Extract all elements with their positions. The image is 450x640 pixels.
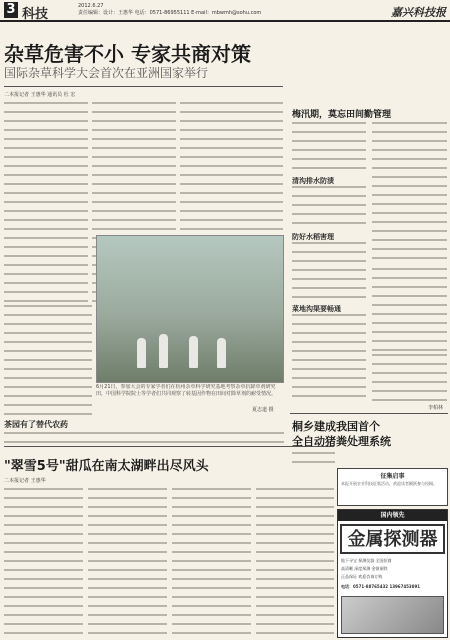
sidebar1-body-col1b	[292, 186, 366, 228]
second-body-col4	[256, 488, 334, 636]
notice-body: 本报开展农业科技征集活动，欢迎读者踊跃参与投稿。	[341, 481, 437, 486]
notice-title: 征集启事	[380, 473, 405, 480]
date-line: 2012.6.27	[78, 3, 104, 9]
masthead-logo: 嘉兴科技报	[391, 6, 446, 19]
ad-phone: 电话：0571-88765432 13967453891	[341, 584, 421, 589]
lead-title: 杂草危害不小 专家共商对策	[4, 42, 251, 66]
lead-body-col1	[4, 102, 88, 302]
sidebar-sub-2: 防好水稻害理	[292, 233, 334, 241]
ad-line-3: 正品保证 欢迎咨询订购	[341, 574, 383, 579]
second-body-col2	[88, 488, 167, 636]
second-story-byline: 二本报记者 王惠华	[4, 478, 46, 484]
editor-line: 责任编辑：设计：王惠华 电话：0571-86955111 E-mail：mbwmh@sohu.com	[78, 10, 262, 16]
page-header	[0, 0, 450, 22]
ad-brand: 金属探测器	[340, 524, 445, 554]
sidebar-sub-1: 清沟排水防渍	[292, 177, 334, 185]
lead-byline: 二本报记者 王惠华 通讯员 杜 宏	[4, 92, 76, 98]
sidebar1-body-col2	[372, 122, 447, 192]
ad-top: 国内领先	[338, 510, 447, 521]
divider	[290, 413, 448, 414]
divider	[4, 86, 283, 87]
section-name: 科技	[22, 7, 49, 22]
photo-caption: 6月21日，参加大会的专家学者们在杭州杂草科学研究基地考察杂草抗除草剂研究田，中国科学院院士等学者们共同观察了转基因作物在田间对除草剂的耐受情况。	[96, 384, 277, 397]
ad-line-1: 地下寻宝 探测仪器 全国招商	[341, 558, 392, 563]
sidebar1-body-col1d	[292, 314, 366, 404]
advertisement	[337, 509, 448, 638]
ad-product-image	[341, 596, 444, 634]
short-news-title: 茶园有了替代农药	[4, 420, 68, 429]
sidebar1-body-col2d	[372, 354, 447, 402]
sidebar-sub-3: 菜地沟渠要畅通	[292, 305, 341, 313]
sidebar-headline-2a: 桐乡建成我国首个	[292, 420, 380, 433]
lead-subtitle: 国际杂草科学大会首次在亚洲国家举行	[4, 66, 209, 80]
sidebar1-body-col1c	[292, 242, 366, 300]
sidebar1-body-col1	[292, 122, 366, 174]
sidebar-credit: 李柏林	[428, 405, 444, 411]
second-body-col1	[4, 488, 83, 636]
lead-body-col3	[180, 102, 283, 232]
sidebar-headline-2b: 全自动猪粪处理系统	[292, 435, 391, 448]
sidebar2-body	[292, 452, 335, 466]
lead-body-col1b	[4, 305, 92, 415]
second-story-title: "翠雪5号"甜瓜在南太湖畔出尽风头	[4, 459, 209, 474]
sidebar1-body-col2b	[372, 194, 447, 266]
header-meta	[78, 3, 261, 17]
lead-photo	[96, 235, 284, 383]
sidebar1-body-col2c	[372, 268, 447, 352]
second-body-col3	[172, 488, 251, 636]
sidebar-headline-1: 梅汛期，莫忘田间勤管理	[292, 110, 392, 120]
ad-line-2: 高清晰 深度探测 金银铜铁	[341, 566, 388, 571]
notice-box	[337, 468, 448, 506]
page-number: 3	[4, 2, 18, 18]
photo-credit: 夏志道 摄	[252, 407, 274, 413]
short-news-body	[4, 432, 284, 444]
divider	[4, 446, 334, 447]
